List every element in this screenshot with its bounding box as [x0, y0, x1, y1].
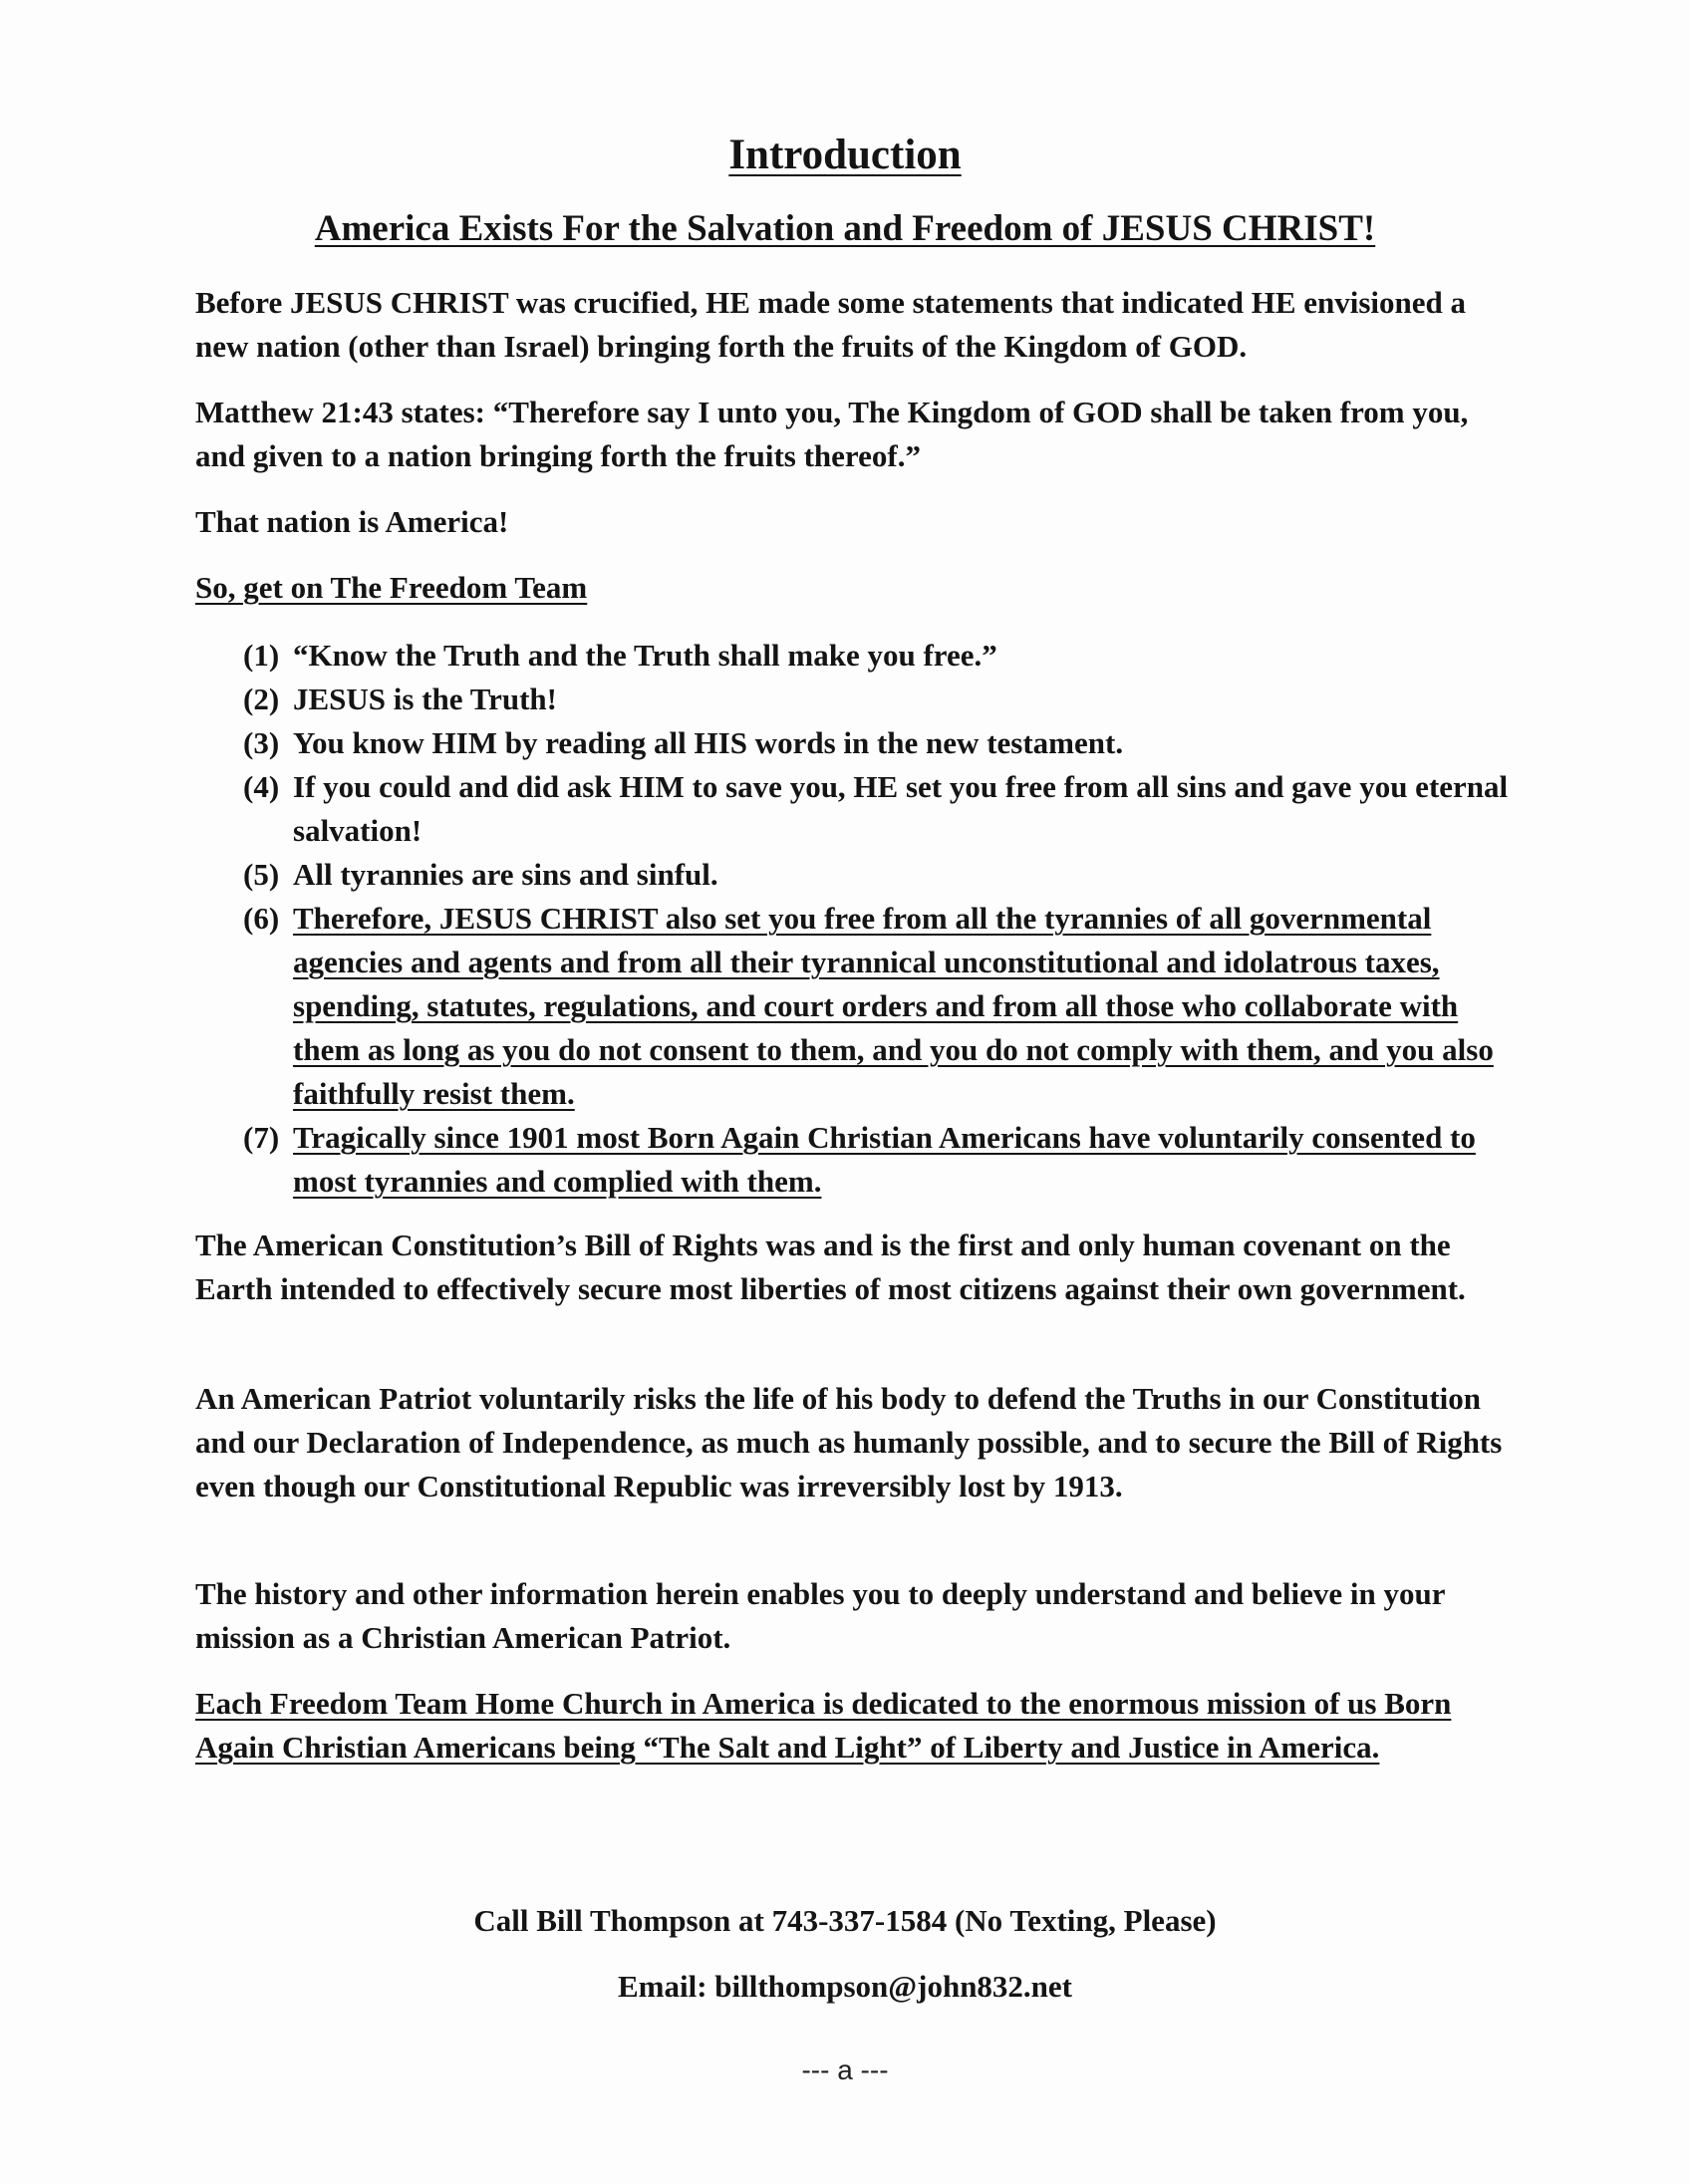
page-title: Introduction — [728, 132, 962, 178]
page-number: --- a --- — [801, 2054, 889, 2085]
list-item-number: (1) — [243, 638, 280, 673]
list-item-text: Therefore, JESUS CHRIST also set you free from all the tyrannies of all governmental agencies and agents and from all their tyrannical unconstitutional and idolatrous taxes, spending, statutes, regulations, and court orders and from all those who collaborate with them as long as you do not consent to them, and you do not comply with them, and you also faithfully resist them. — [293, 901, 1494, 1111]
contact-phone: Call Bill Thompson at 743-337-1584 (No Texting, Please) — [473, 1903, 1217, 1938]
list-item-text: All tyrannies are sins and sinful. — [293, 857, 718, 892]
list-item-text: You know HIM by reading all HIS words in the new testament. — [293, 725, 1124, 760]
intro-paragraph: Before JESUS CHRIST was crucified, HE made some statements that indicated HE envisioned a new nation (other than Israel) bringing forth the fruits of the Kingdom of GOD. — [195, 285, 1467, 364]
list-item-number: (5) — [243, 857, 280, 892]
freedom-team-list — [243, 634, 1529, 1204]
list-item — [243, 897, 1529, 1116]
list-item-number: (3) — [243, 725, 280, 760]
list-item-number: (2) — [243, 682, 280, 716]
list-item-text: If you could and did ask HIM to save you, HE set you free from all sins and gave you eternal salvation! — [293, 769, 1509, 848]
list-item — [243, 634, 1529, 678]
page-subtitle: America Exists For the Salvation and Freedom of JESUS CHRIST! — [314, 208, 1376, 249]
list-item-number: (6) — [243, 901, 280, 936]
patriot-paragraph: An American Patriot voluntarily risks the life of his body to defend the Truths in our Constitution and our Declaration of Independence, as much as humanly possible, and to secure the Bill of Rights even though our Constitutional Republic was irreversibly lost by 1913. — [195, 1381, 1503, 1503]
list-item-text: JESUS is the Truth! — [293, 682, 557, 716]
contact-email: Email: billthompson@john832.net — [617, 1969, 1073, 2004]
list-item-number: (4) — [243, 769, 280, 804]
list-item — [243, 721, 1529, 765]
list-item — [243, 765, 1529, 853]
history-paragraph: The history and other information herein enables you to deeply understand and believe in your mission as a Christian American Patriot. — [195, 1576, 1445, 1655]
list-item-number: (7) — [243, 1120, 280, 1155]
scripture-paragraph: Matthew 21:43 states: “Therefore say I unto you, The Kingdom of GOD shall be taken from you, and given to a nation bringing forth the fruits thereof.” — [195, 395, 1469, 473]
list-item-text: Tragically since 1901 most Born Again Christian Americans have voluntarily consented to most tyrannies and complied with them. — [293, 1120, 1476, 1199]
list-item — [243, 678, 1529, 721]
list-item — [243, 853, 1529, 897]
nation-statement: That nation is America! — [195, 504, 509, 539]
mission-paragraph: Each Freedom Team Home Church in America is dedicated to the enormous mission of us Born Again Christian Americans being “The Salt and Light” of Liberty and Justice in America. — [195, 1686, 1452, 1765]
bill-of-rights-paragraph: The American Constitution’s Bill of Rights was and is the first and only human covenant on the Earth intended to effectively secure most liberties of most citizens against their own government. — [195, 1228, 1466, 1306]
freedom-team-heading: So, get on The Freedom Team — [195, 570, 588, 605]
list-item — [243, 1116, 1529, 1204]
list-item-text: “Know the Truth and the Truth shall make you free.” — [293, 638, 997, 673]
